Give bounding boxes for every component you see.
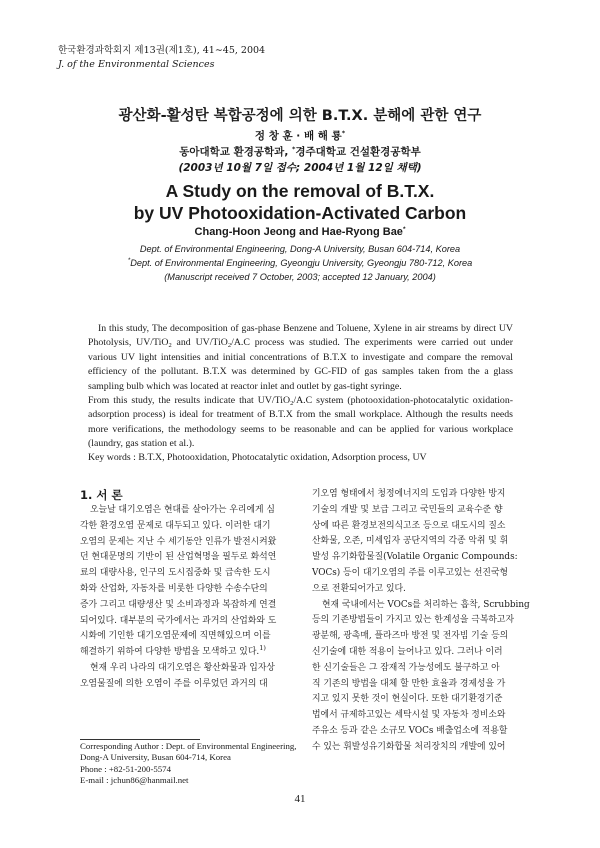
right-line: 산화물, 오존, 미세입자 공단지역의 각종 악취 및 휘 (312, 536, 509, 547)
right-line: 발성 유기화합물질(Volatile Organic Compounds: (312, 552, 518, 563)
left-line: 되어있다. 대부분의 국가에서는 과거의 산업화와 도 (80, 615, 277, 626)
affiliation-korean-1: 동아대학교 환경공학과, (179, 146, 292, 158)
right-line: 주유소 등과 같은 소규모 VOCs 배출업소에 적용할 (312, 725, 508, 736)
page-number: 41 (294, 793, 306, 805)
right-line: 등의 기존방법들이 가지고 있는 한계성을 극복하고자 (312, 615, 515, 626)
left-line: 오늘날 대기오염은 현대를 살아가는 우리에게 심 (90, 505, 275, 515)
footnote-line: Dong-A University, Busan 604-714, Korea (80, 752, 231, 763)
section-heading-introduction: 1. 서 론 (80, 488, 123, 502)
title-english-line-2: by UV Photooxidation-Activated Carbon (133, 203, 467, 223)
right-line: 신기술에 대한 적용이 늘어나고 있다. 그러나 이러 (312, 646, 503, 657)
authors-korean (0, 128, 600, 143)
authors-korean-names: 정 창 훈 · 배 해 룡 (254, 130, 342, 142)
footnote-divider (80, 739, 200, 740)
left-line: 현재 우리 나라의 대기오염은 황산화물과 입자상 (90, 662, 275, 673)
left-line: 각한 환경오염 문제로 대두되고 있다. 이러한 대기 (80, 520, 271, 531)
right-line: 기술의 개발 및 보급 그리고 국민들의 교육수준 향 (312, 504, 503, 515)
affiliation-english-2-text: Dept. of Environmental Engineering, Gyeongju University, Gyeongju 780-712, Korea (130, 258, 473, 268)
abstract-paragraph-1 (88, 322, 513, 394)
abstract-p1-part-c: /A.C process was studied. The experiments were carried out under various UV light intensities and initial concentrations of B.T.X to investigate and compare the removal efficiency of the pollutant. B.T.X was determined by GC-FID of gas samples taken from the a glass sampling bulb which was located at reactor inlet and outlet by gas-tight syringe. (88, 337, 513, 392)
left-line: 던 현대문명의 기반이 된 산업혁명을 필두로 화석연 (80, 552, 277, 563)
authors-english-mark: * (402, 226, 406, 233)
affiliation-english-2 (0, 256, 600, 270)
right-line: 법에서 규제하고있는 세탁시설 및 자동차 정비소와 (312, 710, 506, 721)
received-dates-korean: (2003년 10월 7일 접수; 2004년 1월 12일 채택) (178, 162, 422, 174)
right-column (312, 487, 530, 756)
footnote-line: Corresponding Author : Dept. of Environmental Engineering, (80, 741, 297, 751)
left-column (80, 503, 310, 693)
right-line: 으로 전환되어가고 있다. (312, 583, 406, 594)
authors-korean-mark: * (341, 129, 346, 137)
footnote (80, 741, 296, 787)
right-line: 광분해, 광촉매, 플라즈마 방전 및 전자빔 기술 등의 (312, 631, 509, 642)
right-line: VOCs) 등이 대기오염의 주를 이루고있는 선진국형 (312, 567, 509, 578)
title-korean: 광산화-활성탄 복합공정에 의한 B.T.X. 분해에 관한 연구 (118, 108, 482, 124)
title-english-line-1: A Study on the removal of B.T.X. (165, 181, 435, 201)
left-line: 료의 대량사용, 인구의 도시집중화 및 급속한 도시 (80, 568, 271, 579)
subscript-2: 2 (290, 400, 294, 408)
abstract-p1-part-b: and UV/TiO (171, 337, 228, 349)
abstract-p2-part-b: /A.C system (photooxidation-photocatalytic oxidation-adsorption process) is ideal for treatment of B.T.X from the small workplace. Although the results needs more verifications, the methodology seems to be reasonable and can be applied for various workplace (laundry, gas station et al.). (88, 395, 513, 450)
left-line: 증가 그리고 대량생산 및 소비과정과 복잡하게 연결 (80, 599, 277, 610)
affiliation-korean (0, 144, 600, 159)
right-line: 현재 국내에서는 VOCs를 처리하는 흡착, Scrubbing (322, 599, 530, 610)
affiliation-english-mark: * (127, 257, 131, 264)
subscript-2: 2 (168, 342, 172, 350)
keywords: Key words : B.T.X, Photooxidation, Photocatalytic oxidation, Adsorption process, UV (88, 452, 427, 463)
right-line: 지고 있지 못한 것이 현실이다. 또한 대기환경기준 (312, 694, 503, 705)
manuscript-dates: (Manuscript received 7 October, 2003; accepted 12 January, 2004) (164, 272, 436, 282)
abstract (88, 322, 513, 452)
journal-name-en: J. of the Environmental Sciences (58, 59, 215, 70)
right-line: 수 있는 휘발성유기화합물 처리장치의 개발에 있어 (312, 741, 506, 752)
left-line: 오염물질에 의한 오염이 주를 이루었던 과거의 대 (80, 678, 268, 689)
reference-mark: 1) (259, 644, 266, 653)
abstract-paragraph-2 (88, 394, 513, 452)
left-line: 해결하기 위하여 다양한 방법을 모색하고 있다. (80, 647, 260, 658)
authors-english (0, 226, 600, 238)
left-line-with-ref (80, 645, 310, 661)
affiliation-korean-2: 경주대학교 건설환경공학부 (295, 146, 421, 158)
right-line: 상에 따른 환경보전의식고조 등으로 대도시의 질소 (312, 520, 506, 531)
authors-english-names: Chang-Hoon Jeong and Hae-Ryong Bae (194, 226, 403, 238)
left-line: 화와 산업화, 자동차를 비롯한 다양한 수송수단의 (80, 583, 268, 594)
title-english (0, 180, 600, 224)
abstract-p2-part-a: From this study, the results indicate that UV/TiO (88, 395, 291, 407)
affiliation-korean-mark: * (291, 145, 296, 153)
right-line: 한 신기술들은 그 잠재적 가능성에도 불구하고 아 (312, 662, 500, 673)
footnote-line: Phone : +82-51-200-5574 (80, 763, 171, 774)
abstract-p1-part-a: In this study, The decomposition of gas-phase Benzene and Toluene, Xylene in air streams by direct UV Photolysis, UV/TiO (88, 323, 513, 349)
affiliation-english-1: Dept. of Environmental Engineering, Dong-A University, Busan 604-714, Korea (139, 244, 461, 254)
journal-citation-ko: 한국환경과학회지 제13권(제1호), 41∼45, 2004 (58, 45, 266, 56)
left-line: 오염의 문제는 지난 수 세기동안 인류가 발전시켜왔 (80, 536, 277, 547)
subscript-2: 2 (227, 342, 232, 350)
right-line: 직 기존의 방법을 대체 할 만한 효율과 경제성을 가 (312, 678, 506, 689)
footnote-line: E-mail : jchun86@hanmail.net (80, 775, 189, 786)
right-line: 기오염 형태에서 청정에너지의 도입과 다양한 방지 (312, 489, 506, 499)
left-line: 시화에 기인한 대기오염문제에 직면해있으며 이를 (80, 631, 271, 642)
